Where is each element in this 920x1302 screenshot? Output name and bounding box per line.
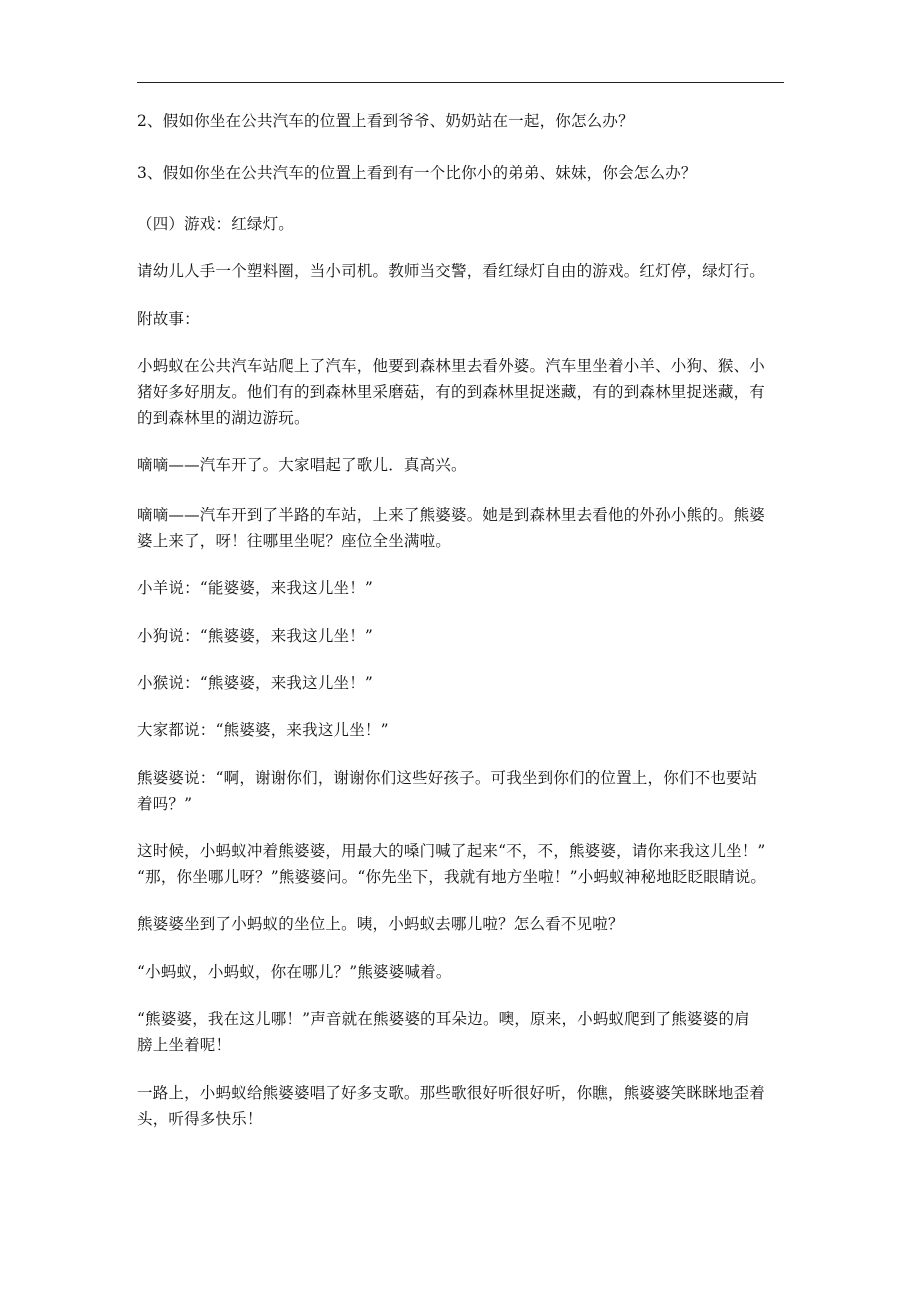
paragraph (137, 306, 200, 332)
paragraph (137, 670, 373, 696)
header-divider (137, 82, 784, 83)
paragraph (137, 353, 765, 431)
paragraph (137, 575, 373, 601)
text-line: 这时候，小蚂蚁冲着熊婆婆，用最大的嗓门喊了起来“不，不，熊婆婆，请你来我这儿坐！” (137, 842, 766, 860)
text-line: 的到森林里的湖边游玩。 (137, 409, 310, 427)
paragraph (137, 258, 765, 284)
text-line: 膀上坐着呢！ (137, 1036, 232, 1054)
text-line: “熊婆婆，我在这儿哪！”声音就在熊婆婆的耳朵边。噢，原来，小蚂蚁爬到了熊婆婆的肩 (137, 1010, 750, 1028)
text-line: 婆上来了，呀！往哪里坐呢？座位全坐满啦。 (137, 532, 452, 550)
text-line: 小狗说：“熊婆婆，来我这儿坐！” (137, 627, 374, 645)
paragraph (137, 502, 765, 554)
paragraph (137, 211, 294, 237)
paragraph (137, 1006, 750, 1058)
text-line: （四）游戏：红绿灯。 (137, 215, 295, 233)
paragraph (137, 623, 373, 649)
text-line: 猪好多好朋友。他们有的到森林里采磨菇，有的到森林里捉迷藏，有的到森林里捉迷藏，有 (137, 383, 766, 401)
text-line: 一路上，小蚂蚁给熊婆婆唱了好多支歌。那些歌很好听很好听，你瞧，熊婆婆笑眯眯地歪着 (137, 1084, 766, 1102)
text-line: 大家都说：“熊婆婆，来我这儿坐！” (137, 721, 389, 739)
paragraph (137, 838, 766, 890)
text-line: 小蚂蚁在公共汽车站爬上了汽车，他要到森林里去看外婆。汽车里坐着小羊、小狗、猴、小 (137, 357, 766, 375)
paragraph (137, 765, 757, 817)
paragraph (137, 108, 634, 134)
text-line: 附故事： (137, 310, 200, 328)
text-line: 着吗？” (137, 795, 193, 813)
text-line: 小猴说：“熊婆婆，来我这儿坐！” (137, 674, 374, 692)
text-line: 嘀嘀——汽车开到了半路的车站，上来了熊婆婆。她是到森林里去看他的外孙小熊的。熊婆 (137, 506, 766, 524)
paragraph (137, 959, 452, 985)
paragraph (137, 1080, 765, 1132)
paragraph (137, 452, 467, 478)
text-line: 熊婆婆说：“啊，谢谢你们，谢谢你们这些好孩子。可我坐到你们的位置上，你们不也要站 (137, 769, 758, 787)
text-line: 小羊说：“能婆婆，来我这儿坐！” (137, 579, 374, 597)
text-line: 熊婆婆坐到了小蚂蚁的坐位上。咦，小蚂蚁去哪儿啦？怎么看不见啦？ (137, 915, 624, 933)
text-line: 请幼儿人手一个塑料圈，当小司机。教师当交警，看红绿灯自由的游戏。红灯停，绿灯行。 (137, 262, 766, 280)
paragraph (137, 160, 697, 186)
text-line: 头，听得多快乐！ (137, 1110, 263, 1128)
text-line: “小蚂蚁，小蚂蚁，你在哪儿？”熊婆婆喊着。 (137, 963, 452, 981)
text-line: 嘀嘀——汽车开了。大家唱起了歌儿．真高兴。 (137, 456, 467, 474)
text-line: 3、假如你坐在公共汽车的位置上看到有一个比你小的弟弟、妹妹，你会怎么办？ (137, 164, 697, 182)
paragraph (137, 717, 389, 743)
text-line: 2、假如你坐在公共汽车的位置上看到爷爷、奶奶站在一起，你怎么办？ (137, 112, 634, 130)
text-line: “那，你坐哪儿呀？”熊婆婆问。“你先坐下，我就有地方坐啦！”小蚂蚁神秘地眨眨眼睛说。 (137, 868, 767, 886)
paragraph (137, 911, 624, 937)
